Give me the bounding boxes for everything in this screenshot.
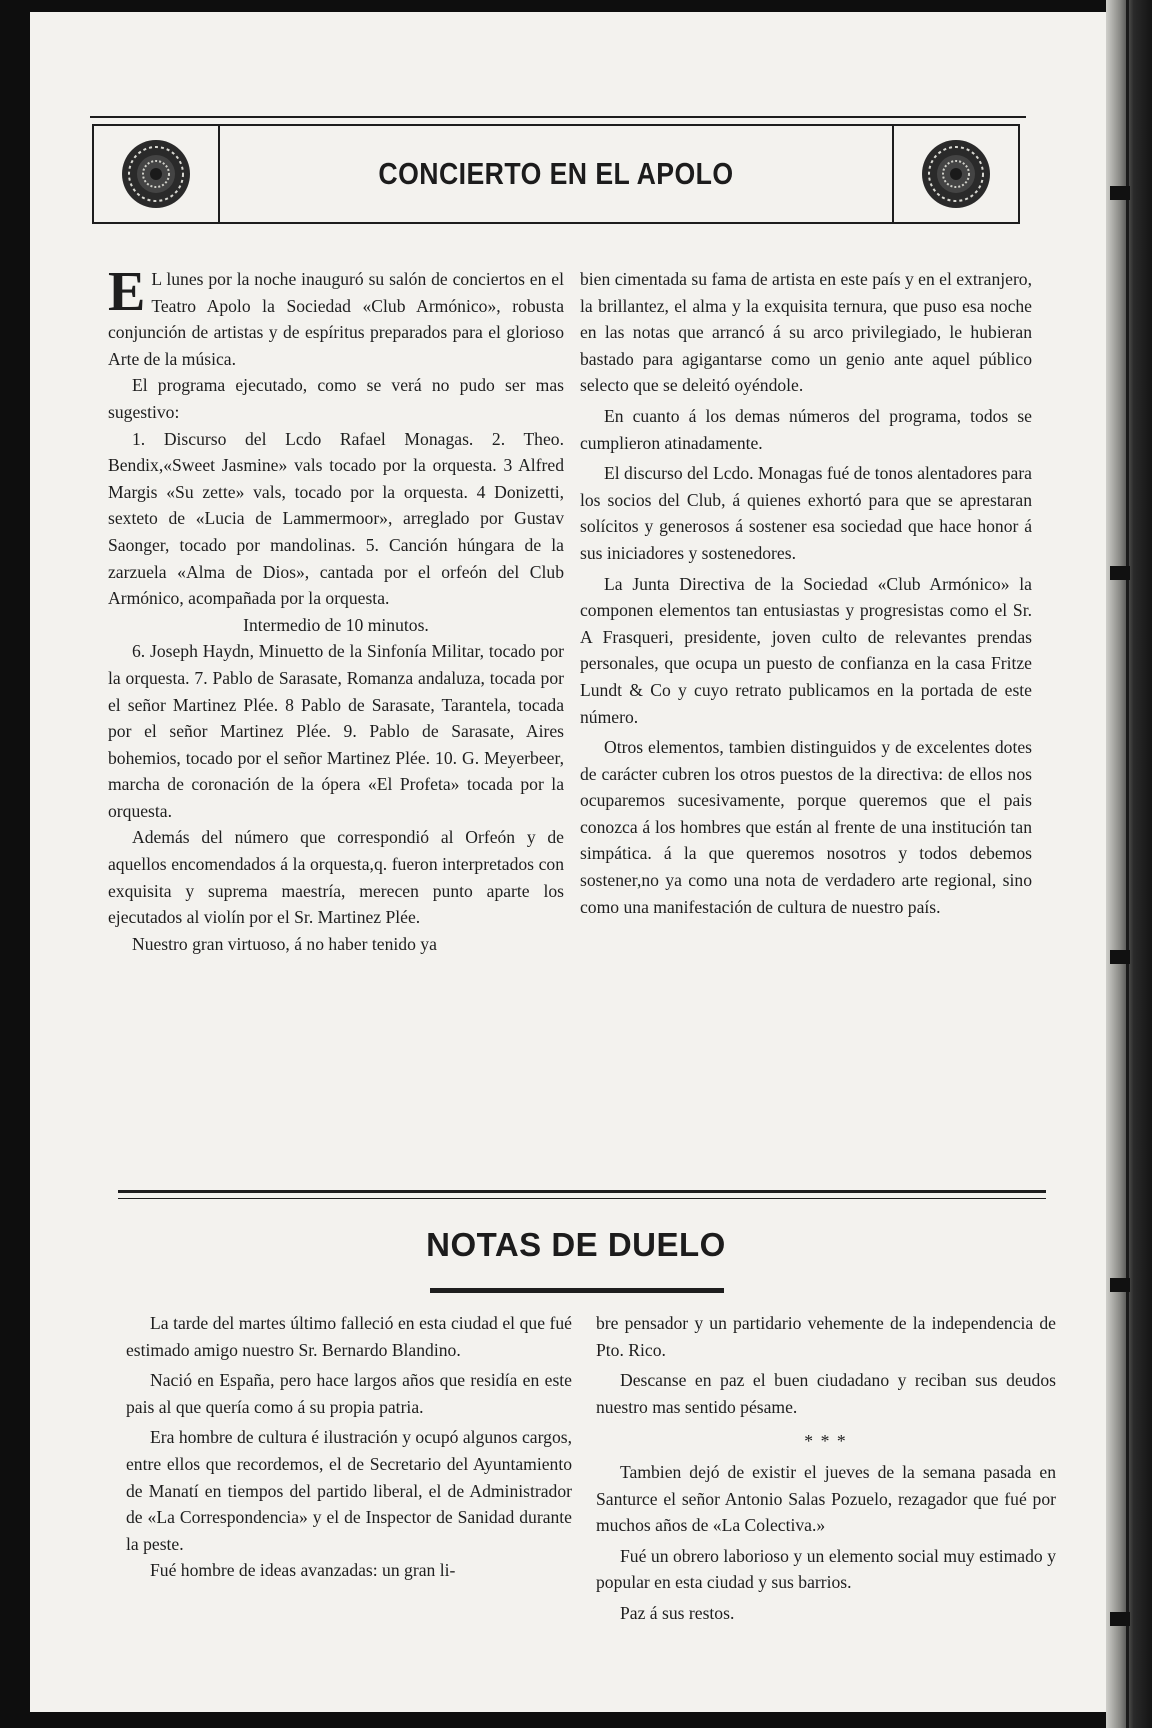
- binding-tab: [1110, 566, 1130, 580]
- paragraph: Paz á sus restos.: [620, 1602, 735, 1623]
- program-list: 1. Discurso del Lcdo Rafael Monagas. 2. Theo. Bendix,«Sweet Jasmine» vals tocado por la orquesta. 3 Alfred Margis «Su zette» vals, tocado por la orquesta. 4 Donizetti, sexteto de «Lucia de Lammermoor», arreglado por Gustav Saonger, tocado por mandolinas. 5. Canción húngara de la zarzuela «Alma de Dios», cantada por el orfeón del Club Armónico, acompañada por la orquesta.: [108, 428, 564, 609]
- paragraph: El programa ejecutado, como se verá no pudo ser mas sugestivo:: [108, 375, 564, 422]
- notas-left-column: [126, 1310, 572, 1584]
- paragraph: Además del número que correspondió al Orfeón y de aquellos encomendados á la orquesta,q. fueron interpretados con exquisita y suprema maestría, merecen punto aparte los ejecutados al violín por el Sr. Martinez Plée.: [108, 827, 564, 928]
- paragraph: Otros elementos, tambien distinguidos y de excelentes dotes de carácter cubren los otros puestos de la directiva: de ellos nos ocuparemos sucesivamente, porque queremos que el pais conozca á los hombres que están al frente de una institución tan simpática. á la que queremos nosotros y todos debemos sostener,no ya como una nota de verdadero arte regional, sino como una manifestación de cultura de nuestro país.: [580, 737, 1032, 917]
- paragraph: Descanse en paz el buen ciudadano y reciban sus deudos nuestro mas sentido pésame.: [596, 1370, 1056, 1417]
- binding-spine: [1106, 0, 1152, 1728]
- binding-tab: [1110, 186, 1130, 200]
- section-divider: [118, 1190, 1046, 1193]
- paragraph: bre pensador y un partidario vehemente de la independencia de Pto. Rico.: [596, 1313, 1056, 1360]
- paragraph: Nació en España, pero hace largos años que residía en este pais al que quería como á su propia patria.: [126, 1370, 572, 1417]
- header-seal-right: [892, 126, 1018, 222]
- paragraph: En cuanto á los demas números del programa, todos se cumplieron atinadamente.: [580, 405, 1032, 453]
- ornament-rosette-icon: [918, 136, 994, 212]
- binding-tab: [1110, 950, 1130, 964]
- header-seal-left: [94, 126, 220, 222]
- paragraph: La tarde del martes último falleció en esta ciudad el que fué estimado amigo nuestro Sr. Bernardo Blandino.: [126, 1313, 572, 1360]
- article-title: CONCIERTO EN EL APOLO: [378, 156, 734, 191]
- paragraph: Fué un obrero laborioso y un elemento social muy estimado y popular en esta ciudad y sus barrios.: [596, 1545, 1056, 1593]
- paragraph-text: L lunes por la noche inauguró su salón de conciertos en el Teatro Apolo la Sociedad «Club Armónico», robusta conjunción de artistas y de espíritus preparados para el glorioso Arte de la música.: [108, 269, 564, 369]
- paragraph: La Junta Directiva de la Sociedad «Club Armónico» la componen elementos tan entusiastas y progresistas como el Sr. A Frasqueri, presidente, joven culto de relevantes prendas personales, que ocupa un puesto de confianza en la casa Fritze Lundt & Co y cuyo retrato publicamos en la portada de este número.: [580, 573, 1032, 727]
- concierto-left-column: [108, 261, 564, 957]
- asterism-separator: * * *: [804, 1431, 848, 1452]
- paragraph: Fué hombre de ideas avanzadas: un gran li-: [150, 1560, 456, 1581]
- binding-edge: [1126, 0, 1129, 1728]
- ornament-rosette-icon: [118, 136, 194, 212]
- intermission-note: Intermedio de 10 minutos.: [243, 614, 429, 635]
- paragraph: Tambien dejó de existir el jueves de la semana pasada en Santurce el señor Antonio Salas Pozuelo, rezagador que fué por muchos años de «La Colectiva.»: [596, 1461, 1056, 1536]
- binding-tab: [1110, 1612, 1130, 1626]
- section-title: NOTAS DE DUELO: [426, 1226, 726, 1263]
- notas-right-column: [596, 1310, 1056, 1627]
- concierto-right-column: [580, 266, 1032, 920]
- paragraph: [108, 261, 564, 372]
- paragraph: Nuestro gran virtuoso, á no haber tenido ya: [132, 933, 437, 954]
- section-divider-thin: [118, 1198, 1046, 1199]
- paragraph: El discurso del Lcdo. Monagas fué de tonos alentadores para los socios del Club, á quienes exhortó para que se aprestaran solícitos y generosos á sostener esa sociedad que hace honor á sus iniciadores y sostenedores.: [580, 463, 1032, 563]
- paragraph: bien cimentada su fama de artista en este país y en el extranjero, la brillantez, el alma y la exquisita ternura, que puso esa noche en las notas que arrancó á su arco privilegiado, le hubieran bastado para agigantarse como un genio ante aquel público selecto que se deleitó oyéndole.: [580, 269, 1032, 396]
- title-underline: [430, 1288, 724, 1293]
- article-header-box: [92, 124, 1020, 224]
- drop-cap: E: [108, 261, 146, 323]
- binding-tab: [1110, 1278, 1130, 1292]
- program-list: 6. Joseph Haydn, Minuetto de la Sinfonía Militar, tocado por la orquesta. 7. Pablo de Sarasate, Romanza andaluza, tocada por el señor Martinez Plée. 8 Pablo de Sarasate, Tarantela, tocada por el señor Martinez Plée. 9. Pablo de Sarasate, Aires bohemios, tocado por el señor Martinez Plée. 10. G. Meyerbeer, marcha de coronación de la ópera «El Profeta» tocada por la orquesta.: [108, 641, 564, 821]
- paragraph: Era hombre de cultura é ilustración y ocupó algunos cargos, entre ellos que recordemos, el de Secretario del Ayuntamiento de Manatí en tiempos del partido liberal, el de Administrador de «La Correspondencia» y el de Inspector de Sanidad durante la peste.: [126, 1427, 572, 1554]
